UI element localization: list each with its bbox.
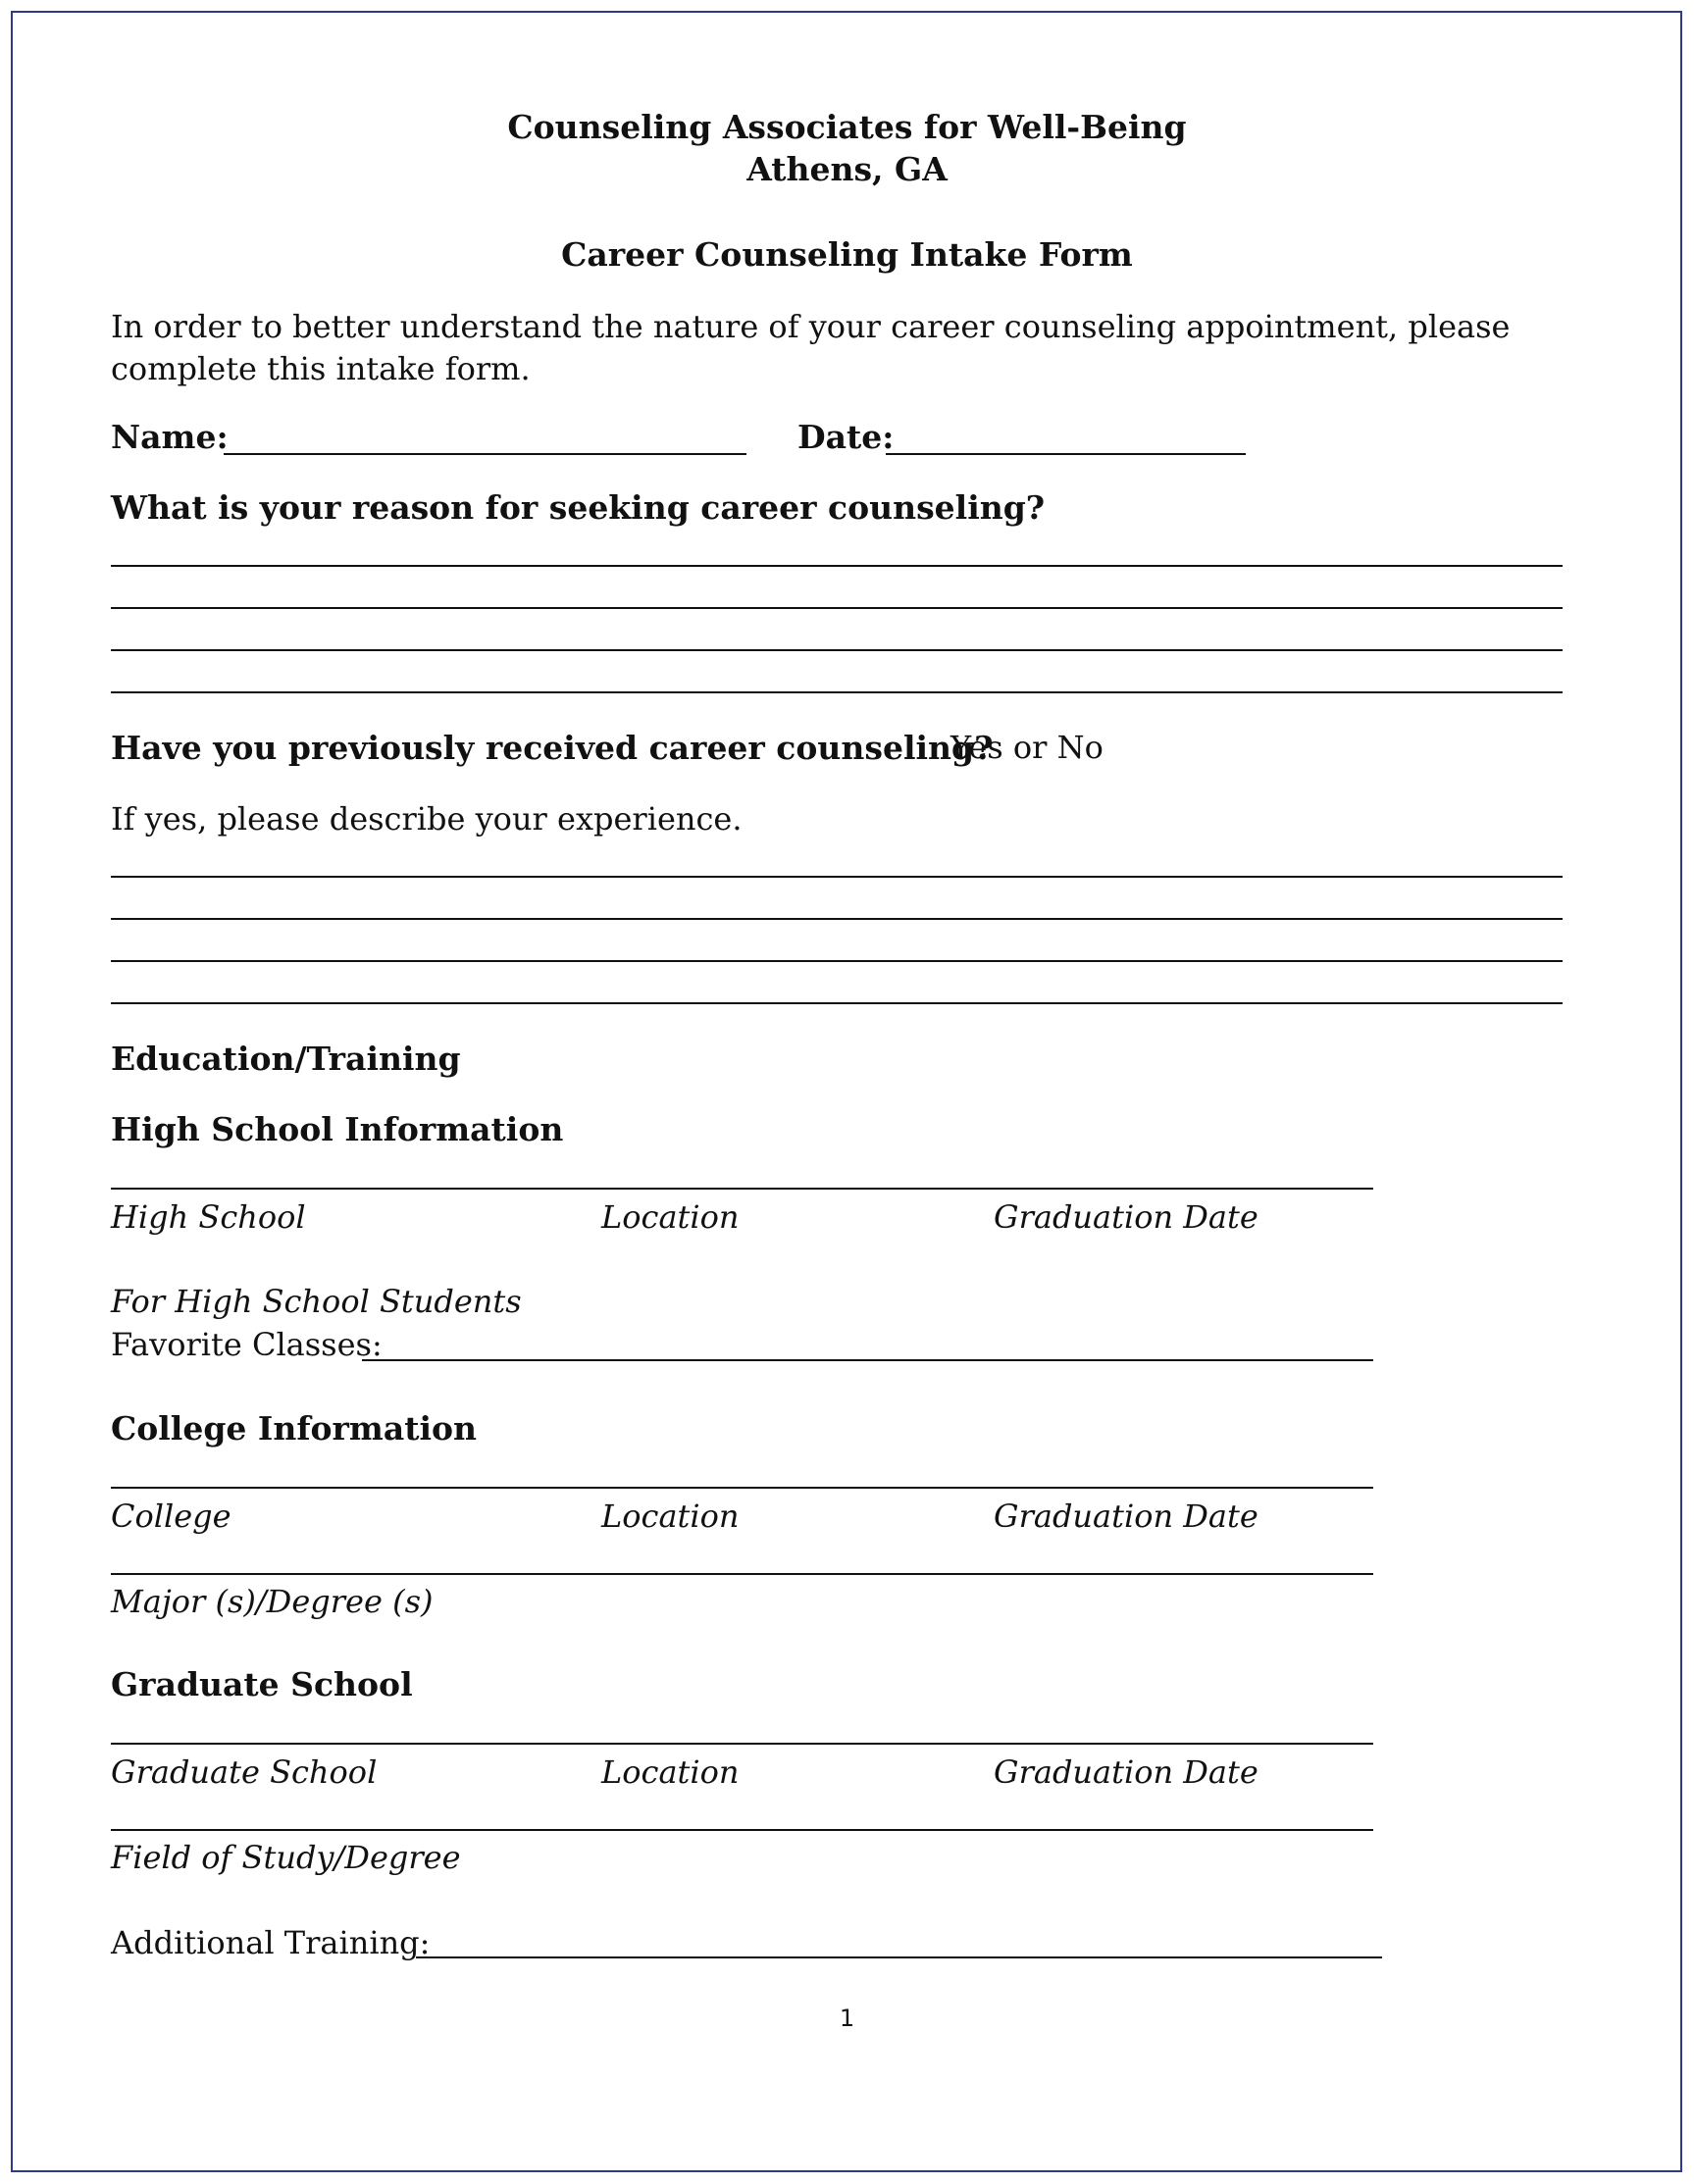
graduate-col-school: Graduate School (111, 1753, 378, 1791)
favorite-classes-field[interactable] (362, 1359, 1373, 1361)
reason-line-2[interactable] (111, 607, 1563, 609)
previous-question: Have you previously received career counseling? (111, 729, 994, 767)
reason-line-3[interactable] (111, 649, 1563, 651)
college-col-graduation: Graduation Date (994, 1498, 1258, 1535)
graduate-col-location: Location (601, 1753, 740, 1791)
reason-question: What is your reason for seeking career counseling? (111, 488, 1046, 527)
date-field[interactable] (886, 453, 1246, 455)
additional-training-label: Additional Training: (111, 1924, 431, 1961)
date-label: Date: (797, 418, 895, 456)
high-school-col-school: High School (111, 1198, 306, 1236)
intro-text: In order to better understand the nature of your career counseling appointment, please complete this intake form. (111, 308, 1511, 387)
high-school-field[interactable] (111, 1188, 1373, 1190)
field-of-study-field[interactable] (111, 1829, 1373, 1831)
name-field[interactable] (224, 453, 746, 455)
name-label: Name: (111, 418, 229, 456)
high-school-col-location: Location (601, 1198, 740, 1236)
reason-line-4[interactable] (111, 691, 1563, 693)
college-col-location: Location (601, 1498, 740, 1535)
graduate-field[interactable] (111, 1743, 1373, 1745)
reason-line-1[interactable] (111, 565, 1563, 567)
graduate-title: Graduate School (111, 1665, 413, 1703)
college-col-college: College (111, 1498, 231, 1535)
major-label: Major (s)/Degree (s) (111, 1583, 434, 1620)
field-of-study-label: Field of Study/Degree (111, 1839, 461, 1876)
major-field[interactable] (111, 1573, 1373, 1575)
education-title: Education/Training (111, 1040, 461, 1078)
page-number: 1 (839, 2005, 855, 2032)
graduate-col-graduation: Graduation Date (994, 1753, 1258, 1791)
experience-line-1[interactable] (111, 876, 1563, 878)
experience-line-4[interactable] (111, 1002, 1563, 1004)
form-title: Career Counseling Intake Form (561, 235, 1133, 274)
experience-line-2[interactable] (111, 918, 1563, 920)
high-school-col-graduation: Graduation Date (994, 1198, 1258, 1236)
previous-followup: If yes, please describe your experience. (111, 800, 743, 838)
experience-line-3[interactable] (111, 960, 1563, 962)
high-school-students-note: For High School Students (111, 1283, 522, 1320)
additional-training-field[interactable] (416, 1956, 1382, 1958)
org-name: Counseling Associates for Well-Being (507, 108, 1187, 146)
org-location: Athens, GA (746, 150, 948, 188)
favorite-classes-label: Favorite Classes: (111, 1326, 383, 1363)
college-title: College Information (111, 1409, 478, 1448)
previous-options[interactable]: Yes or No (950, 729, 1104, 766)
college-field[interactable] (111, 1487, 1373, 1489)
high-school-title: High School Information (111, 1110, 564, 1148)
